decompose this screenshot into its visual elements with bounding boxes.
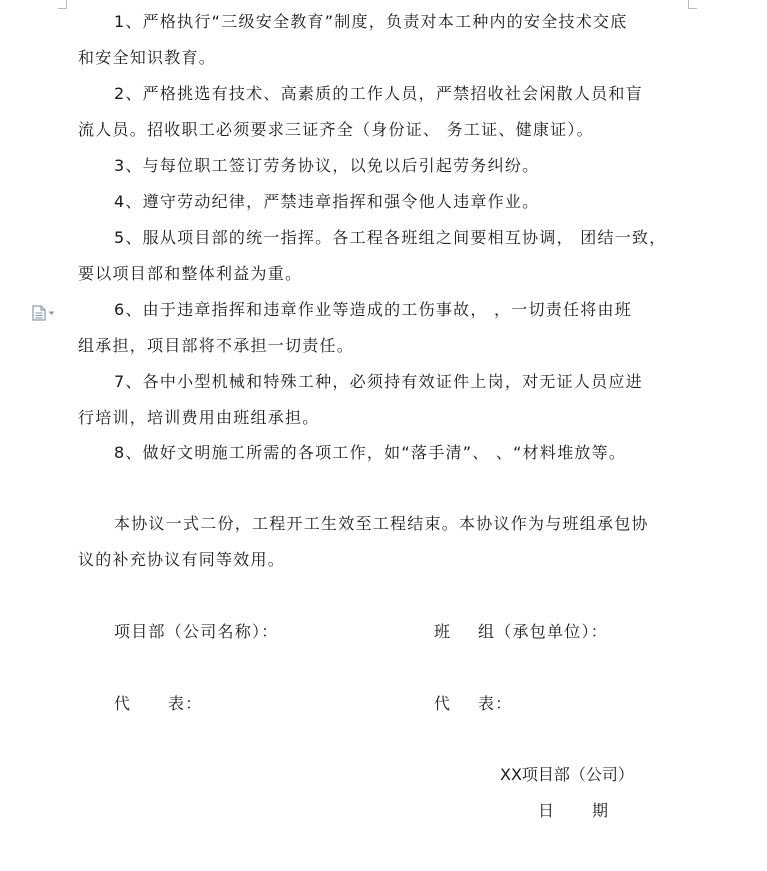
representative-left-label: 表：: [168, 694, 203, 713]
clause-2-line-1: 2、严格挑选有技术、高素质的工作人员，严禁招收社会闲散人员和盲: [114, 84, 643, 103]
clause-1-line-2: 和安全知识教育。: [78, 48, 217, 67]
document-icon: [32, 305, 46, 321]
representative-left-char: 代: [114, 694, 132, 713]
page-corner-marker-right: [688, 0, 697, 9]
clause-1-line-1: 1、严格执行“三级安全教育”制度，负责对本工种内的安全技术交底: [114, 12, 628, 31]
clause-5-line-1: 5、服从项目部的统一指挥。各工程各班组之间要相互协调， 团结一致，: [114, 228, 667, 247]
agreement-note-line-1: 本协议一式二份，工程开工生效至工程结束。本协议作为与班组承包协: [114, 514, 649, 533]
team-label: 组（承包单位）：: [478, 622, 609, 641]
clause-6-line-1: 6、由于违章指挥和违章作业等造成的工伤事故， ，一切责任将由班: [114, 300, 633, 319]
clause-8-line-1: 8、做好文明施工所需的各项工作，如“落手清”、 、“材料堆放等。: [114, 443, 627, 462]
date-label-char-1: 日: [538, 801, 556, 820]
paragraph-menu-button[interactable]: [32, 304, 56, 322]
project-department-label: 项目部（公司名称）：: [114, 622, 279, 641]
clause-5-line-2: 要以项目部和整体利益为重。: [78, 264, 303, 283]
clause-7-line-2: 行培训，培训费用由班组承担。: [78, 408, 320, 427]
agreement-note-line-2: 议的补充协议有同等效用。: [78, 550, 286, 569]
clause-6-line-2: 组承担，项目部将不承担一切责任。: [78, 336, 355, 355]
chevron-down-icon: [48, 311, 55, 316]
clause-3-line-1: 3、与每位职工签订劳务协议，以免以后引起劳务纠纷。: [114, 156, 540, 175]
clause-4-line-1: 4、遵守劳动纪律，严禁违章指挥和强令他人违章作业。: [114, 192, 540, 211]
team-label-char: 班: [434, 622, 452, 641]
representative-right-label: 表：: [478, 694, 513, 713]
page-corner-marker-left: [58, 0, 67, 9]
date-label-char-2: 期: [592, 801, 610, 820]
company-name: XX项目部（公司）: [500, 765, 634, 784]
representative-right-char: 代: [434, 694, 452, 713]
clause-7-line-1: 7、各中小型机械和特殊工种，必须持有效证件上岗，对无证人员应进: [114, 372, 643, 391]
clause-2-line-2: 流人员。招收职工必须要求三证齐全（身份证、 务工证、健康证）。: [78, 120, 594, 139]
